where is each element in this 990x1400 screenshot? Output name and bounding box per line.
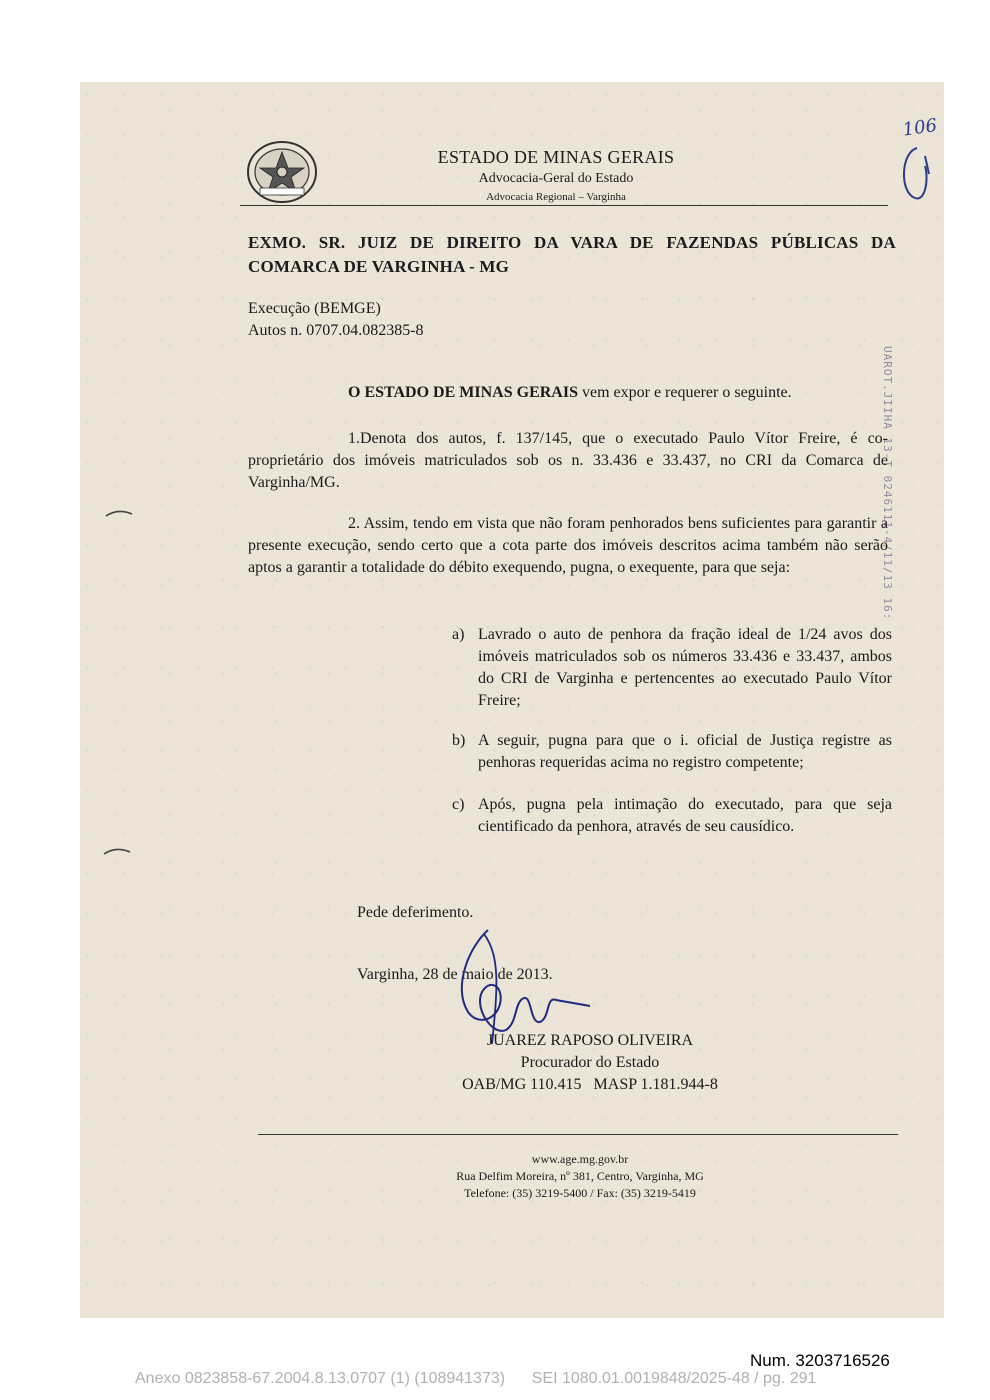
signer-name: JUAREZ RAPOSO OLIVEIRA: [486, 1032, 694, 1049]
item-letter: c): [452, 796, 465, 813]
case-type: Execução (BEMGE): [248, 300, 381, 317]
document-number: Num. 3203716526: [750, 1351, 890, 1370]
item-text: Após, pugna pela intimação do executado, para que seja cientificado da penhora, através de seu causídico.: [478, 796, 892, 835]
place-date: Varginha, 28 de maio de 2013.: [357, 966, 553, 983]
punch-hole-mark: [102, 846, 132, 858]
footer-website: www.age.mg.gov.br: [531, 1152, 629, 1166]
footer-phone: Telefone: (35) 3219-5400 / Fax: (35) 3219-5419: [464, 1186, 696, 1200]
signer-role: Procurador do Estado: [520, 1054, 660, 1071]
case-number: Autos n. 0707.04.082385-8: [248, 322, 424, 339]
header-title: ESTADO DE MINAS GERAIS: [437, 147, 675, 167]
footer-address: Rua Delfim Moreira, nº 381, Centro, Varginha, MG: [456, 1169, 704, 1183]
header-divider: [240, 205, 888, 206]
request-item-c: [452, 794, 892, 838]
request-item-b: [452, 730, 892, 774]
paragraph-2: [248, 513, 888, 579]
item-letter: b): [452, 732, 466, 749]
item-letter: a): [452, 626, 465, 643]
footer-divider: [258, 1134, 898, 1135]
svg-text:106: 106: [901, 115, 939, 141]
state-crest-icon: [246, 140, 318, 204]
signer-ids: OAB/MG 110.415 MASP 1.181.944-8: [462, 1076, 718, 1093]
addressee-heading: EXMO. SR. JUIZ DE DIREITO DA VARA DE FAZENDAS PÚBLICAS DA COMARCA DE VARGINHA - MG: [248, 233, 896, 276]
item-text: A seguir, pugna para que o i. oficial de Justiça registre as penhoras requeridas acima no registro competente;: [478, 732, 892, 771]
paragraph-2-text: 2. Assim, tendo em vista que não foram penhorados bens suficientes para garantir a presente execução, sendo certo que a cota parte dos imóveis descritos acima também não serão aptos a garantir a totalidade do débito exequendo, pugna, o exequente, para que seja:: [248, 515, 888, 576]
annex-reference: Anexo 0823858-67.2004.8.13.0707 (1) (108941373) SEI 1080.01.0019848/2025-48 / pg. 291: [135, 1370, 817, 1387]
request-item-a: [452, 624, 892, 712]
item-text: Lavrado o auto de penhora da fração ideal de 1/24 avos dos imóveis matriculados sob os números 33.436 e 33.437, ambos do CRI de Varginha e pertencentes ao executado Paulo Vítor Freire;: [478, 626, 892, 709]
protocol-stamp: UAROT.JIIHA 13-T 0246111-4/11/13 16:: [881, 346, 894, 621]
paragraph-1: [248, 428, 888, 494]
handwritten-page-number: [895, 110, 943, 210]
header-subtitle: Advocacia-Geral do Estado: [478, 171, 634, 186]
header-regional: Advocacia Regional – Varginha: [486, 191, 626, 203]
paragraph-1-text: 1.Denota dos autos, f. 137/145, que o executado Paulo Vítor Freire, é co-proprietário dos imóveis matriculados sob os n. 33.436 e 33.437, no CRI da Comarca de Varginha/MG.: [248, 430, 888, 491]
intro-line: [348, 384, 792, 402]
intro-text: vem expor e requerer o seguinte.: [577, 384, 792, 401]
closing-request: Pede deferimento.: [357, 904, 474, 921]
punch-hole-mark: [104, 508, 134, 520]
intro-party: O ESTADO DE MINAS GERAIS: [348, 384, 578, 401]
